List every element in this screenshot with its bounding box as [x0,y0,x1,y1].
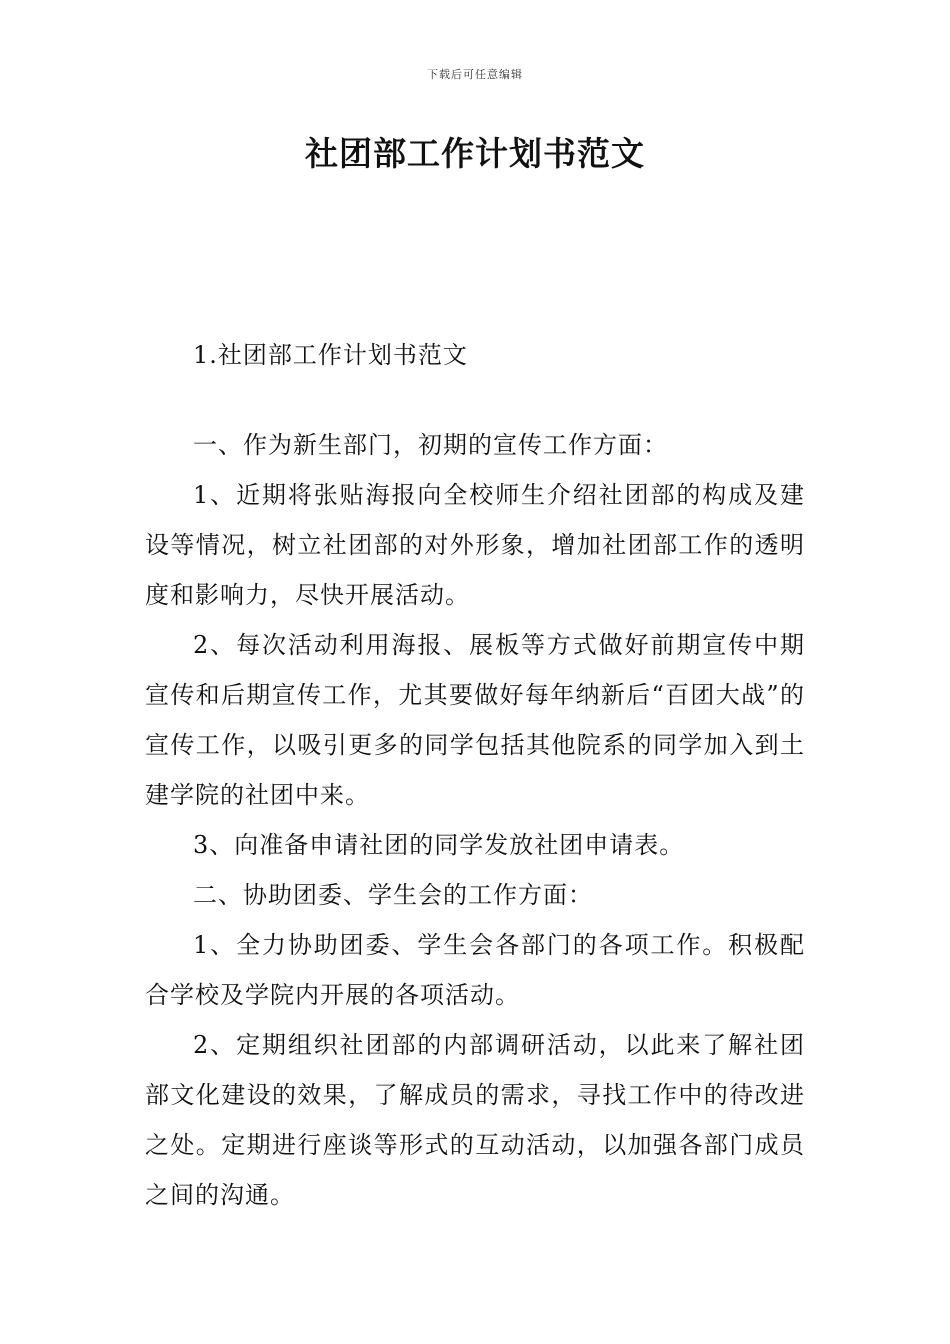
header-note: 下载后可任意编辑 [427,68,523,81]
paragraph-1-3: 3、向准备申请社团的同学发放社团申请表。 [193,831,685,859]
paragraph-1-2: 2、每次活动利用海报、展板等方式做好前期宣传中期宣传和后期宣传工作，尤其要做好每年纳新后“百团大战”的宣传工作，以吸引更多的同学包括其他院系的同学加入到土建学院的社团中来。 [145,631,805,809]
paragraph-1-1: 1、近期将张贴海报向全校师生介绍社团部的构成及建设等情况，树立社团部的对外形象，增加社团部工作的透明度和影响力，尽快开展活动。 [145,481,805,609]
paragraph-2-2: 2、定期组织社团部的内部调研活动，以此来了解社团部文化建设的效果，了解成员的需求，寻找工作中的待改进之处。定期进行座谈等形式的互动活动，以加强各部门成员之间的沟通。 [145,1031,805,1209]
paragraph-section-2-heading: 二、协助团委、学生会的工作方面： [193,881,593,909]
spacer [145,380,805,420]
document-body [145,330,805,1220]
paragraph-2-1: 1、全力协助团委、学生会各部门的各项工作。积极配合学校及学院内开展的各项活动。 [145,931,805,1009]
section-subtitle: 1.社团部工作计划书范文 [193,341,468,369]
paragraph-section-1-heading: 一、作为新生部门，初期的宣传工作方面： [193,431,668,459]
document-title: 社团部工作计划书范文 [305,134,645,173]
